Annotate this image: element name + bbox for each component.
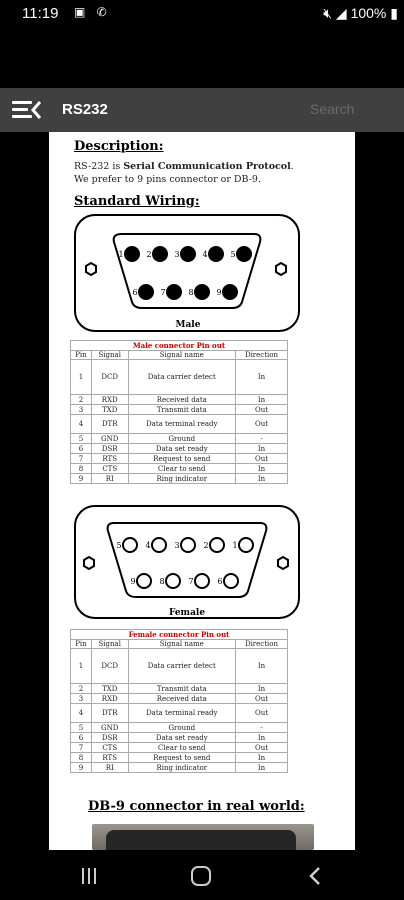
table-row (71, 723, 288, 733)
female-pin-6 (224, 574, 238, 588)
table-cell: 2 (71, 684, 92, 694)
table-row (71, 733, 288, 743)
female-pin-label: 1 (232, 541, 238, 550)
table-cell: In (235, 464, 287, 474)
column-header: Pin (71, 640, 92, 649)
toolbar-title: RS232 (62, 101, 108, 118)
top-spacer (0, 28, 404, 88)
table-cell: In (235, 684, 287, 694)
female-pin-7 (195, 574, 209, 588)
table-cell: 4 (71, 704, 92, 723)
table-cell: CTS (91, 743, 128, 753)
table-cell: Data carrier detect (128, 360, 235, 395)
table-cell: Out (235, 454, 287, 464)
male-pin-7 (167, 285, 181, 299)
male-pin-4 (209, 247, 223, 261)
column-header: Signal name (128, 351, 235, 360)
table-cell: Data terminal ready (128, 415, 235, 434)
female-pin-label: 2 (203, 541, 209, 550)
table-cell: 3 (71, 405, 92, 415)
table-row (71, 395, 288, 405)
db9-photo (92, 824, 314, 850)
table-cell: RTS (91, 454, 128, 464)
battery-icon: ▮ (390, 5, 398, 21)
female-table-caption: Female connector Pin out (71, 630, 288, 640)
male-pin-6 (139, 285, 153, 299)
notification-icons: ▣ ✆ (74, 5, 111, 19)
table-cell: In (235, 360, 287, 395)
male-pin-5 (237, 247, 251, 261)
table-cell: 7 (71, 743, 92, 753)
description-pre: RS-232 is (74, 161, 124, 172)
table-cell: In (235, 763, 287, 773)
table-cell: Out (235, 405, 287, 415)
table-cell: - (235, 723, 287, 733)
table-cell: DSR (91, 444, 128, 454)
table-cell: 6 (71, 444, 92, 454)
table-cell: Clear to send (128, 743, 235, 753)
standard-wiring-title: Standard Wiring: (74, 194, 200, 209)
table-cell: Received data (128, 694, 235, 704)
male-label: Male (175, 320, 201, 330)
male-pin-8 (195, 285, 209, 299)
table-row (71, 704, 288, 723)
male-connector-diagram (74, 214, 300, 334)
table-row (71, 649, 288, 684)
female-pin-label: 3 (174, 541, 180, 550)
table-cell: 1 (71, 360, 92, 395)
table-row (71, 360, 288, 395)
table-cell: In (235, 474, 287, 484)
realworld-title: DB-9 connector in real world: (88, 799, 305, 814)
female-pin-label: 4 (145, 541, 151, 550)
status-bar (0, 0, 404, 28)
table-cell: Out (235, 704, 287, 723)
table-cell: GND (91, 434, 128, 444)
male-table-header (71, 351, 288, 360)
female-pin-2 (210, 538, 224, 552)
male-pin-9 (223, 285, 237, 299)
table-row (71, 405, 288, 415)
male-pinout-table (70, 340, 288, 484)
column-header: Pin (71, 351, 92, 360)
table-cell: DTR (91, 704, 128, 723)
table-cell: 7 (71, 454, 92, 464)
female-pin-label: 7 (188, 577, 194, 586)
table-row (71, 763, 288, 773)
table-cell: Out (235, 743, 287, 753)
female-pin-label: 6 (217, 577, 223, 586)
table-cell: In (235, 395, 287, 405)
table-cell: 8 (71, 464, 92, 474)
male-pin-label: 1 (118, 250, 124, 259)
table-cell: 9 (71, 474, 92, 484)
table-cell: Ground (128, 434, 235, 444)
home-icon[interactable] (190, 865, 212, 887)
table-cell: Data set ready (128, 733, 235, 743)
female-pinout-table (70, 629, 288, 773)
table-cell: Data set ready (128, 444, 235, 454)
table-cell: 8 (71, 753, 92, 763)
male-pin-label: 2 (146, 250, 152, 259)
description-post: . We prefer to 9 pins connector or DB-9. (74, 161, 294, 185)
table-cell: GND (91, 723, 128, 733)
table-cell: Received data (128, 395, 235, 405)
column-header: Signal name (128, 640, 235, 649)
table-cell: Transmit data (128, 684, 235, 694)
status-right (323, 5, 398, 22)
table-row (71, 474, 288, 484)
table-row (71, 444, 288, 454)
table-cell: In (235, 649, 287, 684)
table-row (71, 743, 288, 753)
male-pin-label: 5 (230, 250, 236, 259)
female-pin-9 (137, 574, 151, 588)
table-cell: Data carrier detect (128, 649, 235, 684)
male-pin-label: 8 (188, 288, 194, 297)
table-cell: Out (235, 694, 287, 704)
table-cell: 6 (71, 733, 92, 743)
table-cell: DCD (91, 649, 128, 684)
db9-photo-connector (106, 830, 296, 850)
table-cell: 4 (71, 415, 92, 434)
recent-apps-icon[interactable] (80, 867, 98, 885)
male-table-caption: Male connector Pin out (71, 341, 288, 351)
mute-icon: 🔇︎ (323, 5, 333, 21)
table-cell: 3 (71, 694, 92, 704)
table-row (71, 694, 288, 704)
table-cell: In (235, 753, 287, 763)
search-input[interactable]: Search (310, 101, 355, 117)
table-cell: 9 (71, 763, 92, 773)
table-cell: RI (91, 763, 128, 773)
female-pin-label: 8 (159, 577, 165, 586)
male-pin-label: 3 (174, 250, 180, 259)
column-header: Direction (235, 640, 287, 649)
table-cell: 1 (71, 649, 92, 684)
table-row (71, 684, 288, 694)
table-cell: RXD (91, 694, 128, 704)
table-row (71, 454, 288, 464)
app-toolbar (0, 88, 404, 132)
column-header: Direction (235, 351, 287, 360)
male-pin-label: 4 (202, 250, 208, 259)
table-cell: Data terminal ready (128, 704, 235, 723)
table-row (71, 434, 288, 444)
female-table-header (71, 640, 288, 649)
female-connector-diagram (74, 505, 300, 621)
female-label: Female (168, 608, 206, 618)
female-pin-1 (239, 538, 253, 552)
female-pin-4 (152, 538, 166, 552)
female-pin-5 (123, 538, 137, 552)
female-pin-8 (166, 574, 180, 588)
column-header: Signal (91, 351, 128, 360)
description-title: Description: (74, 139, 164, 154)
table-cell: TXD (91, 405, 128, 415)
table-cell: Out (235, 415, 287, 434)
table-cell: Clear to send (128, 464, 235, 474)
male-connector-shell (75, 215, 299, 331)
male-pin-label: 9 (216, 288, 222, 297)
female-pin-3 (181, 538, 195, 552)
table-cell: RXD (91, 395, 128, 405)
battery-text: 100% (350, 5, 387, 21)
male-pin-2 (153, 247, 167, 261)
male-pin-label: 7 (160, 288, 166, 297)
male-pin-3 (181, 247, 195, 261)
table-cell: In (235, 444, 287, 454)
column-header: Signal (91, 640, 128, 649)
table-cell: 2 (71, 395, 92, 405)
table-cell: Ring indicator (128, 763, 235, 773)
description-bold: Serial Communication Protocol (123, 161, 291, 172)
table-row (71, 415, 288, 434)
table-cell: RI (91, 474, 128, 484)
menu-collapse-icon[interactable] (12, 97, 42, 123)
table-cell: DCD (91, 360, 128, 395)
table-cell: In (235, 733, 287, 743)
table-cell: Ground (128, 723, 235, 733)
signal-icon: ◢ (335, 5, 347, 21)
table-cell: Request to send (128, 454, 235, 464)
table-cell: - (235, 434, 287, 444)
table-cell: Ring indicator (128, 474, 235, 484)
back-icon[interactable] (308, 866, 322, 886)
table-cell: TXD (91, 684, 128, 694)
table-row (71, 464, 288, 474)
table-cell: RTS (91, 753, 128, 763)
system-nav-bar (0, 850, 404, 900)
status-time: 11:19 (22, 5, 59, 22)
table-cell: DTR (91, 415, 128, 434)
table-cell: CTS (91, 464, 128, 474)
description-text (74, 160, 294, 186)
male-pin-label: 6 (132, 288, 138, 297)
table-cell: Transmit data (128, 405, 235, 415)
female-pin-label: 9 (130, 577, 136, 586)
table-row (71, 753, 288, 763)
table-cell: Request to send (128, 753, 235, 763)
table-cell: 5 (71, 434, 92, 444)
female-pin-label: 5 (116, 541, 122, 550)
table-cell: DSR (91, 733, 128, 743)
table-cell: 5 (71, 723, 92, 733)
male-pin-1 (125, 247, 139, 261)
